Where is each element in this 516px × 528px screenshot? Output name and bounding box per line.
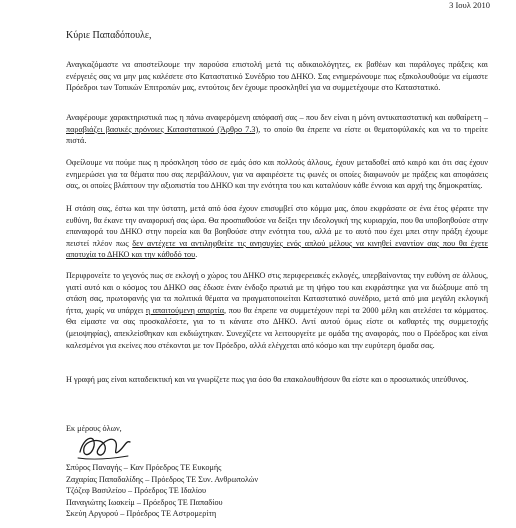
signer-line: Τζόζεφ Βασιλείου – Πρόεδρος ΤΕ Ιδαλίου (66, 486, 207, 496)
paragraph-4-text-after: . (195, 250, 198, 260)
paragraph-2-text-before: Αναφέρουμε χαρακτηριστικά πως η πάνω αναφερόμενη απόφασή σας – που δεν είναι η μόνη αντικαταστατική και αυθαίρετη – (66, 113, 488, 122)
signer-line: Παναγιώτης Ιωακείμ – Πρόεδρος ΤΕ Παπαδίου (66, 497, 223, 507)
paragraph-3: Οφείλουμε να πούμε πως η πρόσκληση τόσο σε εμάς όσο και πολλούς άλλους, έχουν μεταδοθεί από καιρό και ότι σας έχουν ενημερώσει για τα θέματα που σας περιβάλλουν, για να αφαιρέσετε τις φωνές οι οποίες διαφωνούν με πράξεις και αποφάσεις σας, οι οποίες βλάπτουν την αξιοπιστία του ΔΗΚΟ και την ενότητα του και καταλύουν κάθε έννοια και αρχή της δημοκρατίας. (66, 158, 488, 191)
signer-line: Ζαχαρίας Παπαδαλίδης – Πρόεδρος ΤΕ Συν. Ανθρωπολών (66, 474, 259, 484)
signers-list (66, 462, 258, 520)
letter-date: 3 Ιουλ 2010 (449, 0, 490, 10)
paragraph-5-text-after: , που θα έπρεπε να συμμετέχουν περί τα 2000 μέλη και ατελέσει τα κόμματος. Θα είμαστε να σας προσκαλέσετε, για το τι κάνατε στο ΔΗΚΟ. Αντί αυτού όμως είστε οι καθαρτές της συμμετοχής (μειοψηφίας), απεκλείσθηκαν και εκδιώχτηκαν. Συνεχίζετε να λειτουργείτε με ομάδα της αναφοράς, που ο Πρόεδρος και είναι καλεσμένοι για εκείνες που στέκονται με τον Πρόεδρο, αλλά ελέγχεται από κόσμο και την ευρύτερη όμαδα σας. (66, 305, 488, 350)
paragraph-4 (66, 203, 488, 261)
paragraph-4-text-before: Η στάση σας, έστω και την ύστατη, μετά από όσα έχουν επισυμβεί στο κόμμα μας, όπου εκφράσατε σε ένα έτος φέρατε την ευθύνη, θα έκανε την αναφορική σας ώρα. Θα προσπαθούσε να δείξει την ιδεολογική της κυριαρχία, που θα υποβοηθούσε στην επαναφορά του ΔΗΚΟ στην πορεία και θα βοηθούσε στην ενότητα του, αλλά με το αυτό που έχει μπει στην πράξη έχουμε πειστεί πλέον πως (66, 204, 488, 248)
paragraph-4-underlined: δεν αντέχετε να αντιληφθείτε τις ανησυχίες ενός απλού μέλους να κινηθεί εναντίον σας που θα έχετε αποτυχία το ΔΗΚΟ και την κάθοδό του (66, 238, 488, 260)
letter-closing: Εκ μέρους όλων, (66, 424, 122, 433)
paragraph-1: Αναγκαζόμαστε να αποστείλουμε την παρούσα επιστολή μετά τις αδικαιολόγητες, εκ βαθέων και παράλογες πράξεις και ενέργειές σας να μην μας καλέσετε στο Καταστατικό Συνέδριο του ΔΗΚΟ. Σας ενημερώνουμε πως εξακολουθούμε να είμαστε Πρόεδροι των Τοπικών Επιτροπών μας, εντούτοις δεν έχουμε προσκληθεί για να συμμετέχουμε στο Καταστατικό. (66, 60, 488, 93)
paragraph-5 (66, 270, 488, 351)
handwritten-signature (74, 430, 134, 464)
letter-greeting: Κύριε Παπαδόπουλε, (66, 30, 152, 41)
paragraph-6: Η γραφή μας είναι καταδεικτική και να γνωρίζετε πως για όσο θα επακολουθήσουν θα είστε και ο προσωπικός υπεύθυνος. (66, 375, 469, 384)
paragraph-2-underlined: παραβιάζει βασικές πρόνοιες Καταστατικού (Άρθρο 7.3) (66, 124, 259, 134)
paragraph-2-text-after: , το οποίο θα έπρεπε να είστε οι θεματοφύλακές και να το τηρείτε πιστά. (66, 124, 489, 146)
paragraph-5-underlined: η απαιτούμενη απαρτία (145, 305, 225, 315)
paragraph-2 (66, 112, 488, 147)
paragraph-5-text-before: Περιφρονείτε το γεγονός πως σε εκλογή ο χώρος του ΔΗΚΟ στις περιφερειακές εκλογές, υπερβαίνοντας την ευθύνη σε άλλους, γιατί αυτό και ο κόσμος του ΔΗΚΟ σας έδωσε έναν ένδοξο πρωτιά με τη ψήφο του και εκφράστηκε για να διώξουμε από τη στάση σας, πρωτοφανής για τα πολιτικά θέματα να πραγματοποιείται Καταστατικό συνέδριο, μετά από μια μεγάλη εκλογική ήττα, χωρίς να υπάρχει (66, 271, 488, 315)
signer-line: Σπύρος Παναγής – Καν Πρόεδρος ΤΕ Ευκομής (66, 463, 222, 472)
signer-line: Σκεύη Αργυρού – Πρόεδρος ΤΕ Αστρομερίτη (66, 509, 217, 519)
